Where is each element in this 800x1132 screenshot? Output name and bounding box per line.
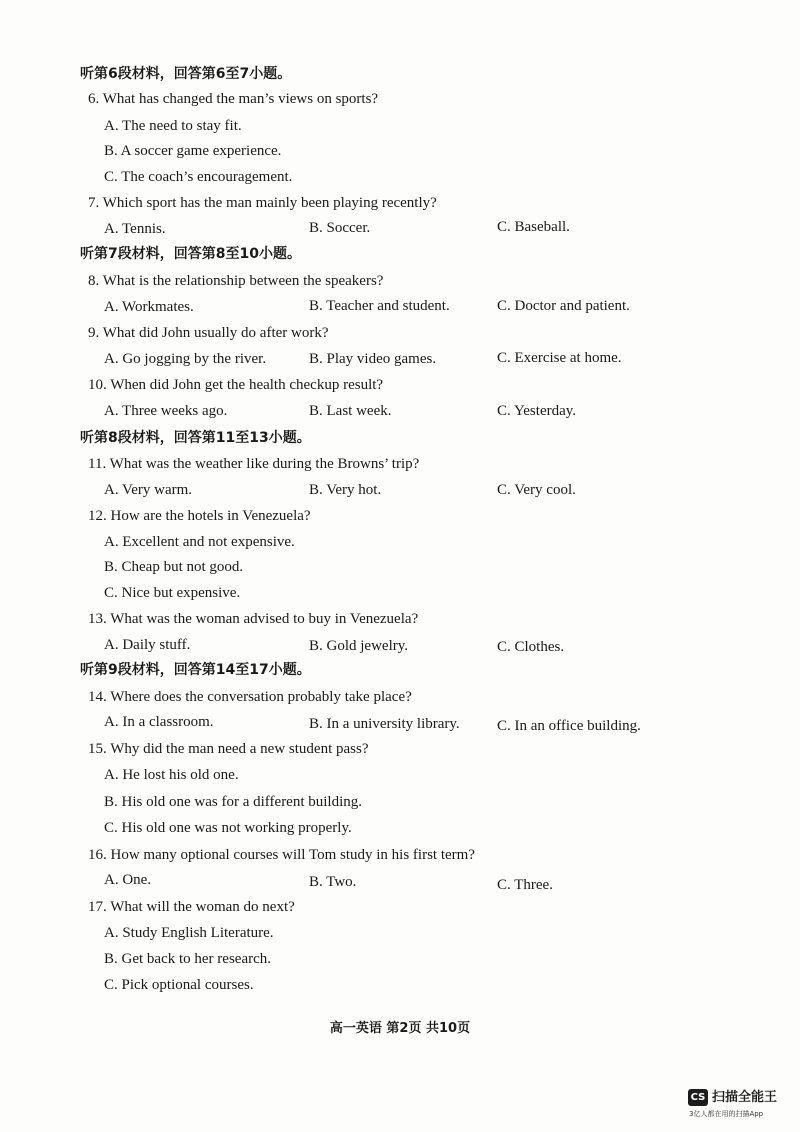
section-heading: 听第6段材料，回答第6至7小题。 bbox=[80, 66, 292, 82]
option: B. In a university library. bbox=[309, 716, 460, 732]
question-stem: 12. How are the hotels in Venezuela? bbox=[88, 508, 311, 524]
option: B. Very hot. bbox=[309, 482, 382, 498]
option: A. Three weeks ago. bbox=[104, 403, 228, 419]
option: A. Tennis. bbox=[104, 221, 166, 237]
option: A. Workmates. bbox=[104, 299, 194, 315]
section-heading: 听第7段材料，回答第8至10小题。 bbox=[80, 246, 301, 262]
option: A. The need to stay fit. bbox=[104, 118, 242, 134]
option: C. Pick optional courses. bbox=[104, 977, 254, 993]
scanner-app-name: 扫描全能王 bbox=[712, 1090, 778, 1105]
option: B. Cheap but not good. bbox=[104, 559, 244, 575]
question-stem: 14. Where does the conversation probably take place? bbox=[88, 689, 412, 705]
option: C. Three. bbox=[497, 877, 553, 893]
question-stem: 8. What is the relationship between the speakers? bbox=[88, 273, 384, 289]
option: A. Go jogging by the river. bbox=[104, 351, 267, 367]
camscanner-logo-icon: CS bbox=[688, 1089, 708, 1106]
option: B. Soccer. bbox=[309, 220, 371, 236]
option: A. He lost his old one. bbox=[104, 767, 239, 783]
option: A. In a classroom. bbox=[104, 714, 214, 730]
option: A. One. bbox=[104, 872, 152, 888]
option: B. Get back to her research. bbox=[104, 951, 272, 967]
option: B. Play video games. bbox=[309, 351, 437, 367]
option: A. Daily stuff. bbox=[104, 637, 191, 653]
section-heading: 听第9段材料，回答第14至17小题。 bbox=[80, 662, 311, 678]
question-stem: 15. Why did the man need a new student pass? bbox=[88, 741, 369, 757]
scanner-tagline: 3亿人都在用的扫描App bbox=[689, 1110, 764, 1118]
option: B. Teacher and student. bbox=[309, 298, 450, 314]
option: C. Clothes. bbox=[497, 639, 565, 655]
option: C. Yesterday. bbox=[497, 403, 577, 419]
option: C. Exercise at home. bbox=[497, 350, 622, 366]
question-stem: 9. What did John usually do after work? bbox=[88, 325, 329, 341]
scanner-badge bbox=[688, 1089, 798, 1129]
option: C. The coach’s encouragement. bbox=[104, 169, 293, 185]
option: B. Two. bbox=[309, 874, 357, 890]
option: C. Nice but expensive. bbox=[104, 585, 241, 601]
page-footer: 高一英语 第2页 共10页 bbox=[329, 1021, 471, 1036]
section-heading: 听第8段材料，回答第11至13小题。 bbox=[80, 430, 311, 446]
question-stem: 17. What will the woman do next? bbox=[88, 899, 295, 915]
question-stem: 6. What has changed the man’s views on sports? bbox=[88, 91, 379, 107]
question-stem: 13. What was the woman advised to buy in Venezuela? bbox=[88, 611, 419, 627]
question-stem: 11. What was the weather like during the Browns’ trip? bbox=[88, 456, 420, 472]
option: A. Study English Literature. bbox=[104, 925, 274, 941]
option: B. A soccer game experience. bbox=[104, 143, 282, 159]
question-stem: 10. When did John get the health checkup result? bbox=[88, 377, 384, 393]
option: B. Last week. bbox=[309, 403, 392, 419]
option: B. Gold jewelry. bbox=[309, 638, 409, 654]
option: C. His old one was not working properly. bbox=[104, 820, 352, 836]
option: B. His old one was for a different building. bbox=[104, 794, 363, 810]
option: C. In an office building. bbox=[497, 718, 641, 734]
option: C. Baseball. bbox=[497, 219, 570, 235]
option: A. Very warm. bbox=[104, 482, 193, 498]
question-stem: 16. How many optional courses will Tom study in his first term? bbox=[88, 847, 475, 863]
option: C. Doctor and patient. bbox=[497, 298, 630, 314]
question-stem: 7. Which sport has the man mainly been playing recently? bbox=[88, 195, 437, 211]
option: C. Very cool. bbox=[497, 482, 576, 498]
option: A. Excellent and not expensive. bbox=[104, 534, 295, 550]
